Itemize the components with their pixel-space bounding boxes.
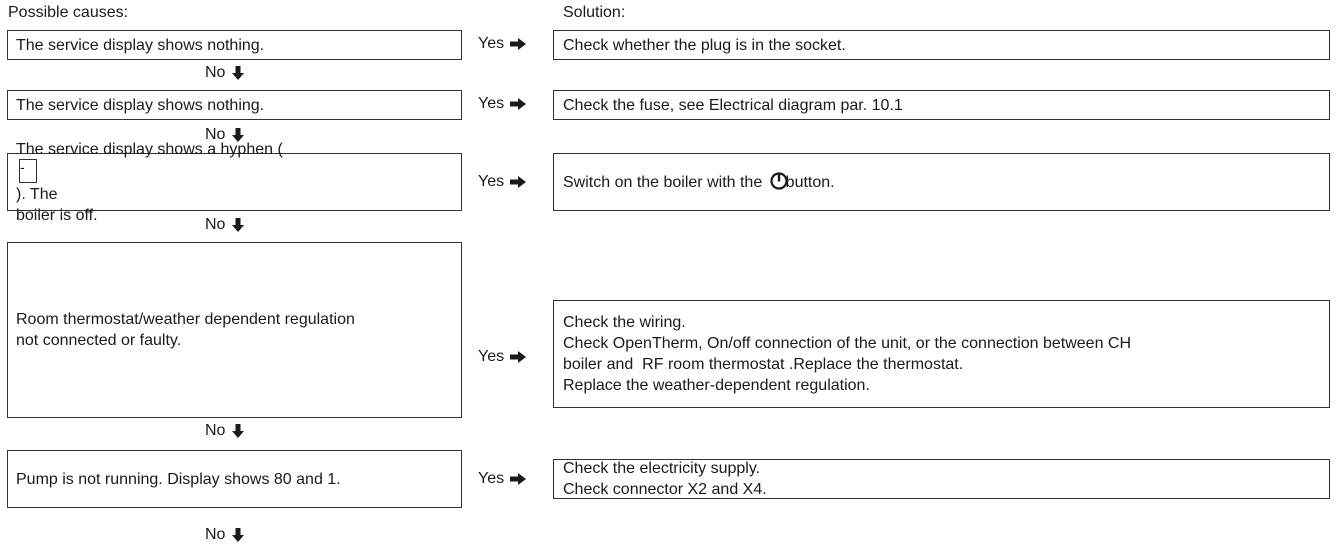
cause-line	[16, 139, 283, 205]
solution-box	[553, 300, 1330, 408]
no-label: No	[205, 216, 226, 233]
solution-text: Check the fuse, see Electrical diagram par. 10.1	[563, 96, 903, 114]
solution-box	[553, 90, 1330, 120]
right-arrow-icon	[509, 472, 527, 486]
right-arrow-icon	[509, 97, 527, 111]
yes-connector	[478, 35, 527, 53]
cause-box	[7, 140, 462, 224]
no-connector	[205, 422, 245, 440]
solution-line: Check connector X2 and X4.	[563, 481, 767, 498]
solution-text: Check whether the plug is in the socket.	[563, 36, 846, 54]
power-button-icon	[769, 171, 789, 191]
solution-line: boiler and RF room thermostat .Replace the thermostat.	[563, 356, 964, 373]
yes-connector	[478, 470, 527, 488]
solution-line: Check OpenTherm, On/off connection of the unit, or the connection between CH	[563, 335, 1132, 352]
solution-text	[563, 172, 835, 193]
no-connector	[205, 216, 245, 234]
cause-text-before: The service display shows a hyphen (	[16, 140, 283, 158]
solution-line: Check the electricity supply.	[563, 460, 761, 477]
no-connector	[205, 526, 245, 544]
cause-text: The service display shows nothing.	[16, 36, 265, 54]
solution-text	[563, 458, 767, 500]
down-arrow-icon	[231, 217, 245, 233]
yes-label: Yes	[478, 95, 505, 112]
hyphen-display-box: -	[19, 159, 37, 183]
solution-text-before: Switch on the boiler with the	[563, 173, 763, 191]
right-arrow-icon	[509, 37, 527, 51]
solution-box	[553, 153, 1330, 211]
cause-box	[7, 242, 462, 418]
no-label: No	[205, 422, 226, 439]
yes-label: Yes	[478, 173, 505, 190]
solution-text	[563, 312, 1131, 396]
yes-connector	[478, 173, 527, 191]
solution-text-after: button.	[785, 173, 835, 191]
no-label: No	[205, 126, 226, 143]
yes-connector	[478, 95, 527, 113]
solution-line: Check the wiring.	[563, 314, 686, 331]
yes-label: Yes	[478, 35, 505, 52]
yes-label: Yes	[478, 470, 505, 487]
solution-box	[553, 459, 1330, 499]
no-connector	[205, 64, 245, 82]
yes-connector	[478, 348, 527, 366]
cause-box	[7, 450, 462, 508]
cause-text-after: ). The	[16, 185, 58, 203]
no-label: No	[205, 526, 226, 543]
no-label: No	[205, 64, 226, 81]
solution-line: Replace the weather-dependent regulation.	[563, 377, 870, 394]
solution-header: Solution:	[563, 4, 626, 21]
cause-text: The service display shows nothing.	[16, 96, 265, 114]
right-arrow-icon	[509, 350, 527, 364]
cause-box	[7, 90, 462, 120]
possible-causes-header: Possible causes:	[8, 4, 129, 21]
solution-box	[553, 30, 1330, 60]
down-arrow-icon	[231, 423, 245, 439]
cause-text: Pump is not running. Display shows 80 and 1.	[16, 470, 341, 488]
cause-text	[16, 309, 355, 351]
down-arrow-icon	[231, 65, 245, 81]
right-arrow-icon	[509, 175, 527, 189]
cause-line: boiler is off.	[16, 206, 98, 224]
cause-text	[16, 139, 283, 226]
cause-line: not connected or faulty.	[16, 332, 182, 349]
cause-box	[7, 30, 462, 60]
cause-line: Room thermostat/weather dependent regulation	[16, 311, 355, 328]
yes-label: Yes	[478, 348, 505, 365]
down-arrow-icon	[231, 527, 245, 543]
